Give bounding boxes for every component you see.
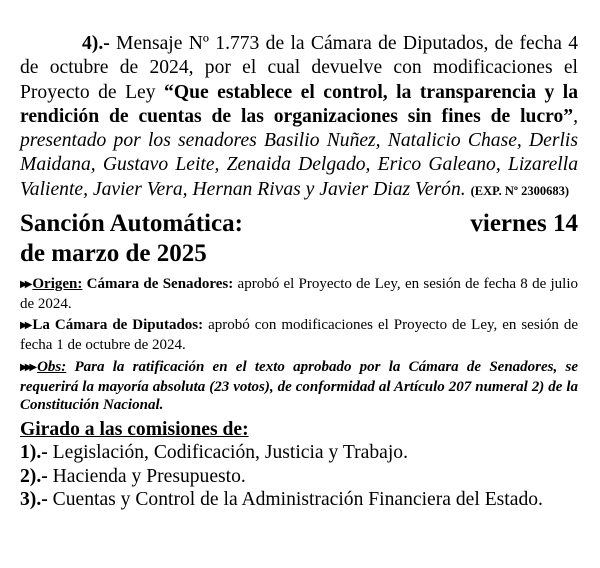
diputados-label: La Cámara de Diputados: bbox=[32, 317, 204, 334]
origen-text: aprobó el Proyecto de Ley, en sesión de fecha 8 de julio de 2024. bbox=[20, 276, 579, 312]
double-arrow-icon: ▶▶ bbox=[20, 279, 30, 291]
comision-name: Legislación, Codificación, Justicia y Trabajo. bbox=[47, 442, 408, 464]
comision-item bbox=[20, 488, 578, 512]
tramite-section bbox=[20, 275, 578, 415]
triple-arrow-icon: ▶▶▶ bbox=[20, 362, 35, 374]
expediente-number: (EXP. Nº 2300683) bbox=[470, 183, 570, 198]
sancion-automatica-heading bbox=[20, 209, 578, 269]
origen-label: Origen: bbox=[32, 276, 83, 293]
agenda-item-paragraph bbox=[20, 0, 578, 203]
obs-line bbox=[20, 358, 578, 415]
comision-name: Hacienda y Presupuesto. bbox=[47, 465, 246, 487]
double-arrow-icon: ▶▶ bbox=[20, 320, 30, 332]
comision-item bbox=[20, 465, 578, 489]
comision-name: Cuentas y Control de la Administración Financiera del Estado. bbox=[47, 489, 543, 511]
comision-number: 1).- bbox=[20, 442, 48, 464]
comision-number: 3).- bbox=[20, 489, 48, 511]
comisiones-section bbox=[20, 418, 578, 512]
origen-chamber: Cámara de Senadores: bbox=[86, 276, 234, 293]
origen-line bbox=[20, 275, 578, 313]
comision-number: 2).- bbox=[20, 465, 48, 487]
diputados-line bbox=[20, 316, 578, 354]
bill-title: “Que establece el control, la transparencia y la rendición de cuentas de las organizaciones sin fines de lucro” bbox=[20, 81, 578, 127]
sancion-label: Sanción Automática: bbox=[20, 210, 243, 238]
obs-label: Obs: bbox=[37, 359, 67, 376]
item-number: 4).- bbox=[82, 33, 110, 54]
document-page bbox=[20, 0, 578, 512]
bill-authors: , presentado por los senadores Basilio Nuñez, Natalicio Chase, Derlis Maidana, Gustavo Leite, Zenaida Delgado, Erico Galeano, Lizarella Valiente, Javier Vera, Hernan Rivas y Javier Diaz Verón. bbox=[20, 105, 578, 200]
comisiones-title: Girado a las comisiones de: bbox=[20, 418, 249, 440]
obs-text: Para la ratificación en el texto aprobado por la Cámara de Senadores, se requerirá la mayoría absoluta (23 votos), de conformidad al Artículo 207 numeral 2) de la Constitución Nacional. bbox=[20, 359, 578, 414]
sancion-date-rest: de marzo de 2025 bbox=[20, 240, 207, 268]
sancion-weekday-day: viernes 14 bbox=[470, 210, 578, 238]
diputados-text: aprobó con modificaciones el Proyecto de Ley, en sesión de fecha 1 de octubre de 2024. bbox=[20, 317, 578, 353]
comision-item bbox=[20, 441, 578, 465]
item-intro: Mensaje Nº 1.773 de la Cámara de Diputados, de fecha 4 de octubre de 2024, por el cual devuelve con modificaciones el Proyecto de Ley bbox=[20, 33, 578, 103]
